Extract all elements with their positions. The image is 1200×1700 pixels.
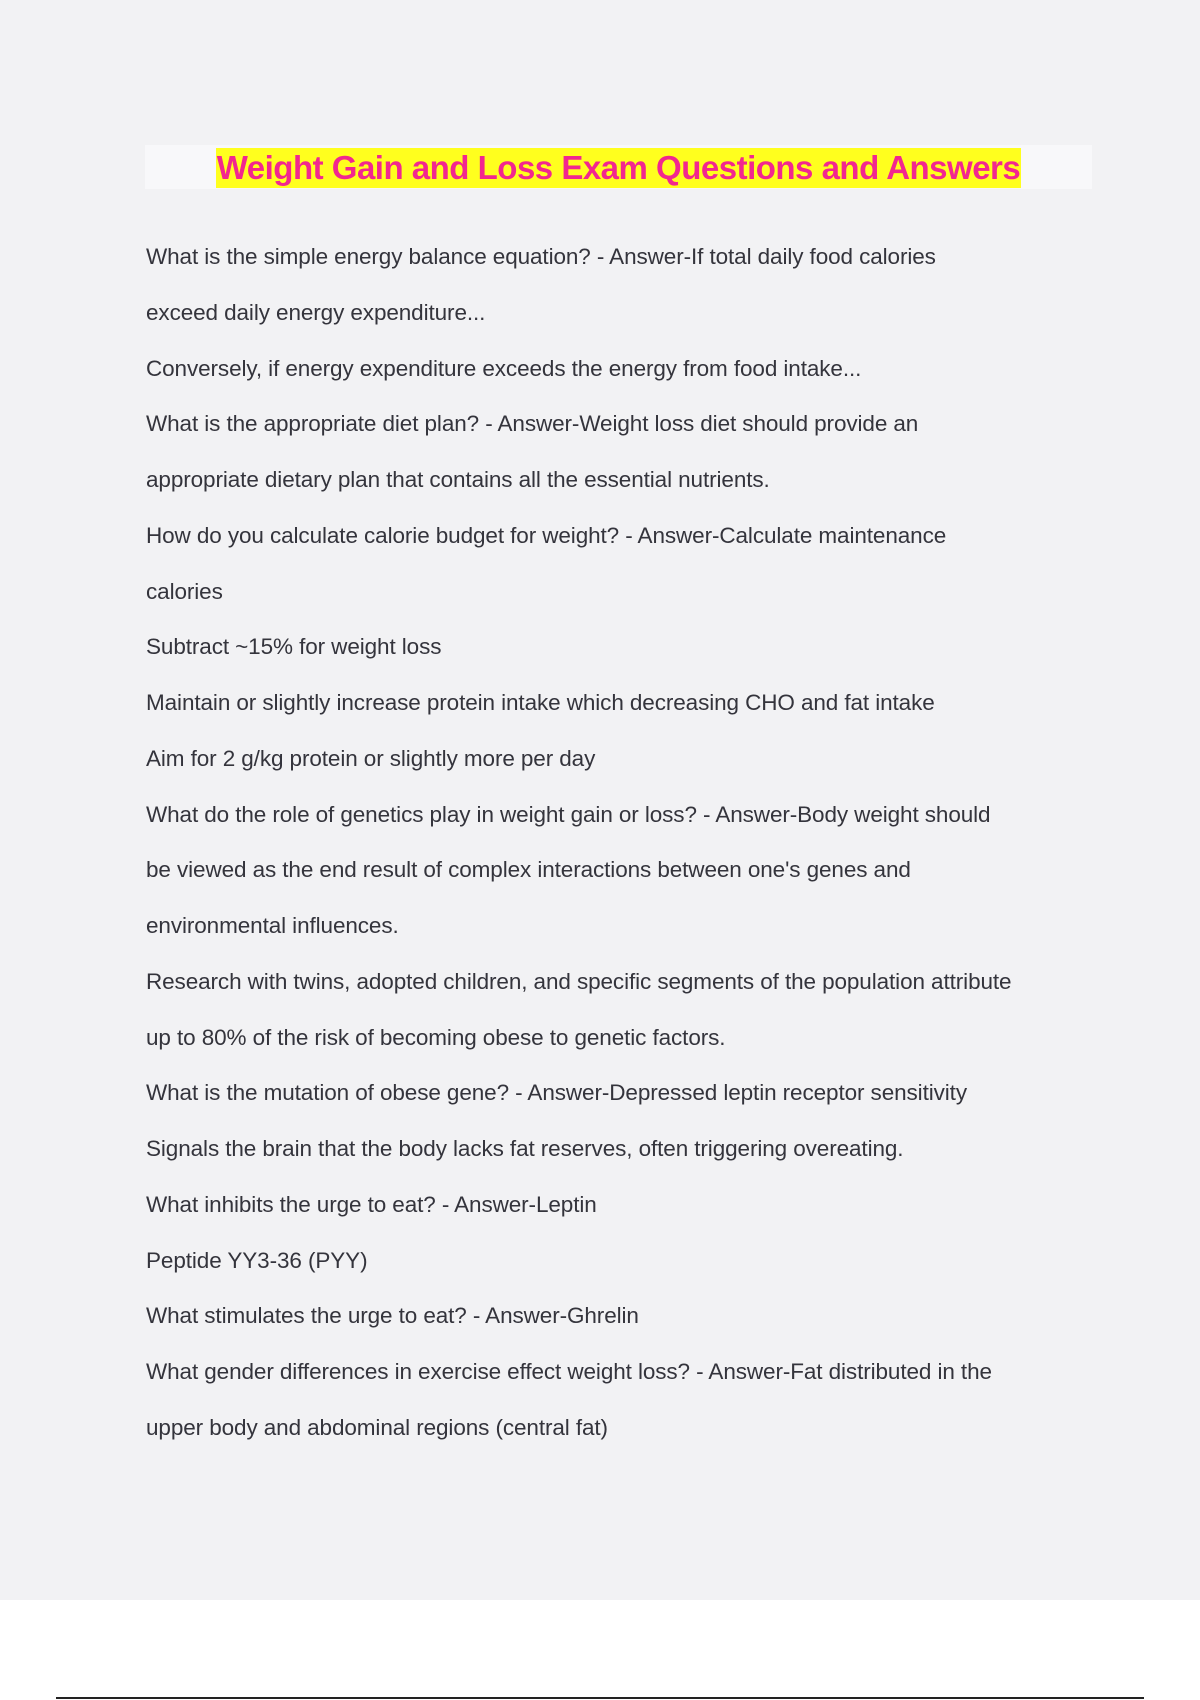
text-line: Aim for 2 g/kg protein or slightly more per day — [146, 745, 596, 771]
text-line: upper body and abdominal regions (central fat) — [146, 1414, 608, 1440]
text-line: What is the simple energy balance equation? - Answer-If total daily food calories — [146, 244, 936, 269]
text-line: How do you calculate calorie budget for weight? - Answer-Calculate maintenance — [146, 522, 947, 548]
text-line: Research with twins, adopted children, and specific segments of the population attribute — [146, 968, 1012, 994]
text-line: exceed daily energy expenditure... — [146, 299, 486, 325]
text-line: calories — [146, 578, 223, 604]
text-line: Maintain or slightly increase protein intake which decreasing CHO and fat intake — [146, 690, 935, 715]
text-line: be viewed as the end result of complex interactions between one's genes and — [146, 857, 911, 883]
text-line: environmental influences. — [146, 913, 399, 938]
text-line: Conversely, if energy expenditure exceeds the energy from food intake... — [146, 355, 862, 381]
text-line: What do the role of genetics play in weight gain or loss? - Answer-Body weight should — [146, 801, 991, 827]
text-line: What gender differences in exercise effect weight loss? - Answer-Fat distributed in the — [146, 1359, 992, 1384]
text-line: What is the appropriate diet plan? - Answer-Weight loss diet should provide an — [146, 411, 919, 437]
text-line: Signals the brain that the body lacks fat reserves, often triggering overeating. — [146, 1136, 904, 1161]
text-line: What is the mutation of obese gene? - Answer-Depressed leptin receptor sensitivity — [146, 1080, 967, 1106]
text-line: Subtract ~15% for weight loss — [146, 634, 442, 660]
document-title: Weight Gain and Loss Exam Questions and Answers — [216, 149, 1021, 186]
text-line: up to 80% of the risk of becoming obese to genetic factors. — [146, 1024, 726, 1050]
title-band — [145, 145, 1092, 189]
text-line: appropriate dietary plan that contains all the essential nutrients. — [146, 467, 770, 492]
text-line: Peptide YY3-36 (PYY) — [146, 1247, 368, 1273]
document-body — [146, 229, 1106, 1456]
text-line: What stimulates the urge to eat? - Answer-Ghrelin — [146, 1303, 639, 1329]
text-line: What inhibits the urge to eat? - Answer-Leptin — [146, 1191, 597, 1217]
footer-rule — [56, 1697, 1144, 1699]
